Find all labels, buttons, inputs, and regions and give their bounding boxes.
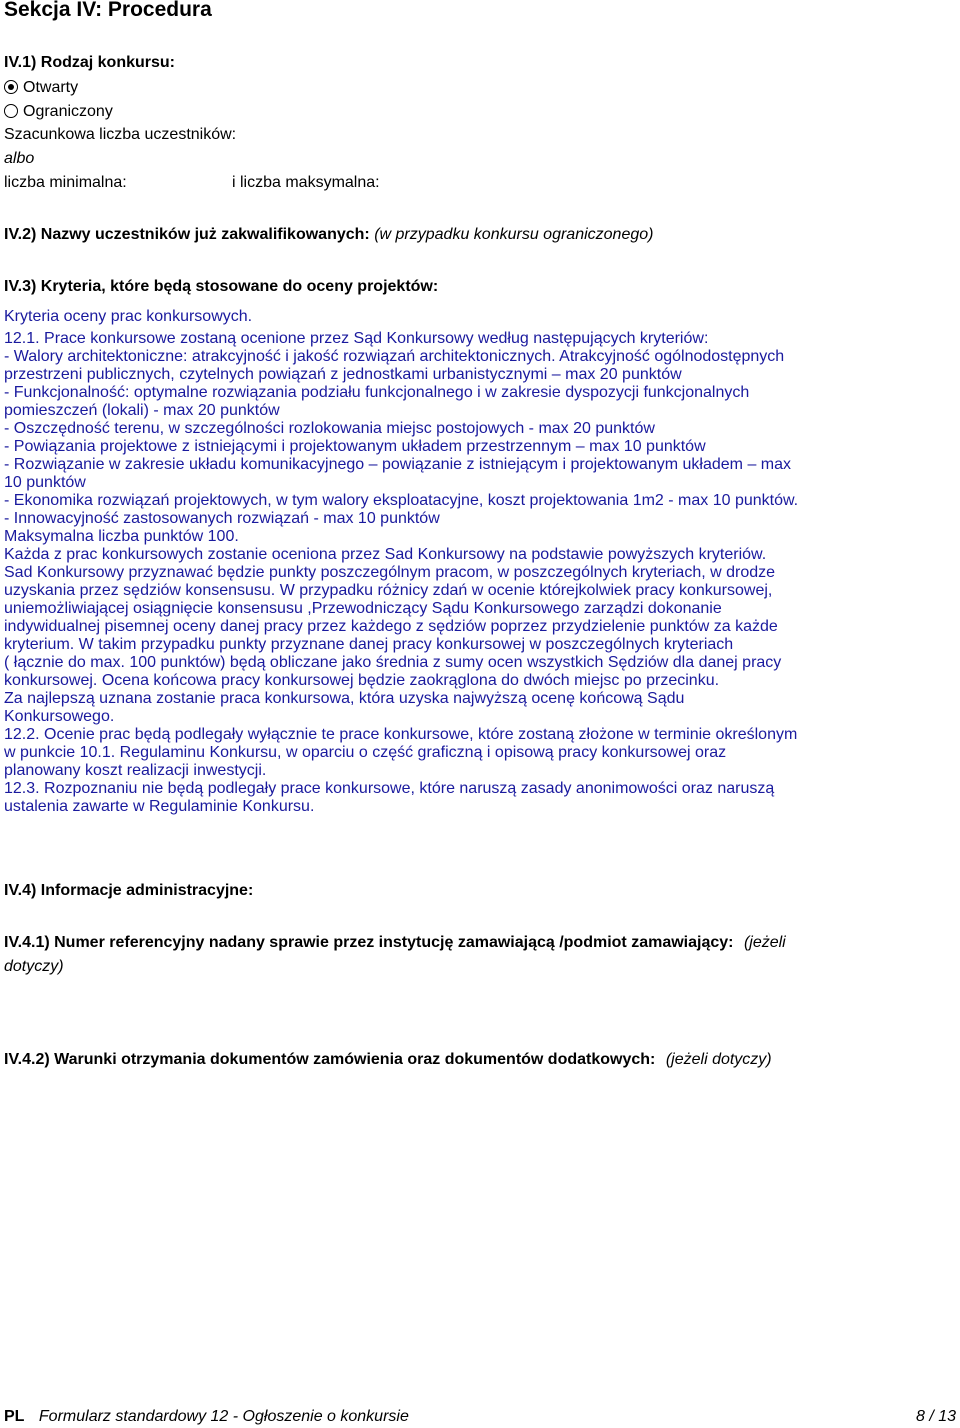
criteria-line: - Walory architektoniczne: atrakcyjność i jakość rozwiązań architektonicznych. Atrakcyjność ogólnodostępnych <box>4 348 785 365</box>
iv2-note: (w przypadku konkursu ograniczonego) <box>374 226 654 243</box>
criteria-line: przestrzeni publicznych, czytelnych powiązań z jednostkami urbanistycznymi – max 20 punktów <box>4 366 682 383</box>
iv41-note-cont: dotyczy) <box>4 958 64 975</box>
iv2-row <box>4 224 653 246</box>
radio-unselected-icon <box>4 104 18 118</box>
criteria-line: Maksymalna liczba punktów 100. <box>4 528 239 545</box>
criteria-line: ustalenia zawarte w Regulaminie Konkursu. <box>4 798 315 815</box>
radio-selected-icon <box>4 80 18 94</box>
criteria-line: uzyskania przez sędziów konsensusu. W przypadku różnicy zdań w ocenie którejkolwiek pracy konkursowej, <box>4 582 773 599</box>
footer-form-name: Formularz standardowy 12 - Ogłoszenie o konkursie <box>38 1408 409 1425</box>
criteria-line: konkursowej. Ocena końcowa pracy konkursowej będzie zaokrąglona do dwóch miejsc po przecinku. <box>4 672 720 689</box>
criteria-line: - Oszczędność terenu, w szczególności rozlokowania miejsc postojowych - max 20 punktów <box>4 420 655 437</box>
min-label: liczba minimalna: <box>4 174 127 191</box>
criteria-line: 12.1. Prace konkursowe zostaną ocenione przez Sąd Konkursowy według następujących kryteriów: <box>4 330 709 347</box>
footer-lang: PL <box>4 1408 25 1425</box>
criteria-line: - Powiązania projektowe z istniejącymi i projektowanym układem przestrzennym – max 10 punktów <box>4 438 706 455</box>
criteria-line: Sad Konkursowy przyznawać będzie punkty poszczególnym pracom, w poszczególnych kryteriach, w drodze <box>4 564 776 581</box>
iv42-note: (jeżeli dotyczy) <box>665 1051 772 1068</box>
iv42-row <box>4 1049 772 1071</box>
criteria-line: - Funkcjonalność: optymalne rozwiązania podziału funkcjonalnego i w zakresie dyspozycji funkcjonalnych <box>4 384 750 401</box>
criteria-line: Konkursowego. <box>4 708 115 725</box>
max-label: i liczba maksymalna: <box>232 174 380 191</box>
iv42-heading: IV.4.2) Warunki otrzymania dokumentów zamówienia oraz dokumentów dodatkowych: <box>4 1051 656 1068</box>
option-open-label: Otwarty <box>23 79 79 96</box>
criteria-line: Każda z prac konkursowych zostanie oceniona przez Sad Konkursowy na podstawie powyższych kryteriów. <box>4 546 767 563</box>
footer-page-number: 8 / 13 <box>915 1408 956 1425</box>
iv3-heading: IV.3) Kryteria, które będą stosowane do oceny projektów: <box>4 278 439 295</box>
criteria-line: planowany koszt realizacji inwestycji. <box>4 762 267 779</box>
iv41-note: (jeżeli <box>743 934 786 951</box>
iv2-heading: IV.2) Nazwy uczestników już zakwalifikowanych: <box>4 226 370 243</box>
page-footer <box>4 1408 956 1426</box>
criteria-line: kryterium. W takim przypadku punkty przyznane danej pracy konkursowej w poszczególnych kryteriach <box>4 636 734 653</box>
criteria-line: 12.3. Rozpoznaniu nie będą podlegały prace konkursowe, które naruszą zasady anonimowości oraz naruszą <box>4 780 775 797</box>
criteria-line: w punkcie 10.1. Regulaminu Konkursu, w oparciu o część graficzną i opisową pracy konkursowej oraz <box>4 744 727 761</box>
criteria-line: - Rozwiązanie w zakresie układu komunikacyjnego – powiązanie z istniejącym i projektowanym układem – max <box>4 456 792 473</box>
criteria-line: 12.2. Ocenie prac będą podlegały wyłącznie te prace konkursowe, które zostaną złożone w terminie określonym <box>4 726 798 743</box>
iv41-row <box>4 932 786 954</box>
iv41-heading: IV.4.1) Numer referencyjny nadany sprawie przez instytucję zamawiającą /podmiot zamawiający: <box>4 934 734 951</box>
criteria-intro: Kryteria oceny prac konkursowych. <box>4 308 253 325</box>
iv4-heading: IV.4) Informacje administracyjne: <box>4 882 254 899</box>
estimated-participants: Szacunkowa liczba uczestników: <box>4 126 237 143</box>
criteria-line: - Innowacyjność zastosowanych rozwiązań - max 10 punktów <box>4 510 440 527</box>
criteria-line: pomieszczeń (lokali) - max 20 punktów <box>4 402 280 419</box>
albo-text: albo <box>4 150 35 167</box>
radio-otwarty <box>4 77 78 99</box>
radio-ograniczony <box>4 101 113 123</box>
criteria-line: - Ekonomika rozwiązań projektowych, w tym walory eksploatacyjne, koszt projektowania 1m2 - max 10 punktów. <box>4 492 799 509</box>
criteria-text <box>4 330 958 816</box>
criteria-line: 10 punktów <box>4 474 86 491</box>
iv1-heading: IV.1) Rodzaj konkursu: <box>4 54 175 71</box>
criteria-line: ( łącznie do max. 100 punktów) będą obliczane jako średnia z sumy ocen wszystkich Sędziów dla danej pracy <box>4 654 782 671</box>
section-title: Sekcja IV: Procedura <box>4 0 212 21</box>
criteria-line: uniemożliwiającej osiągnięcie konsensusu ,Przewodniczący Sądu Konkursowego zarządzi dokonanie <box>4 600 722 617</box>
option-limited-label: Ograniczony <box>23 103 113 120</box>
criteria-line: Za najlepszą uznana zostanie praca konkursowa, która uzyska najwyższą ocenę końcową Sądu <box>4 690 685 707</box>
criteria-line: indywidualnej pisemnej oceny danej pracy przez każdego z sędziów poprzez przydzielenie punktów za każde <box>4 618 778 635</box>
